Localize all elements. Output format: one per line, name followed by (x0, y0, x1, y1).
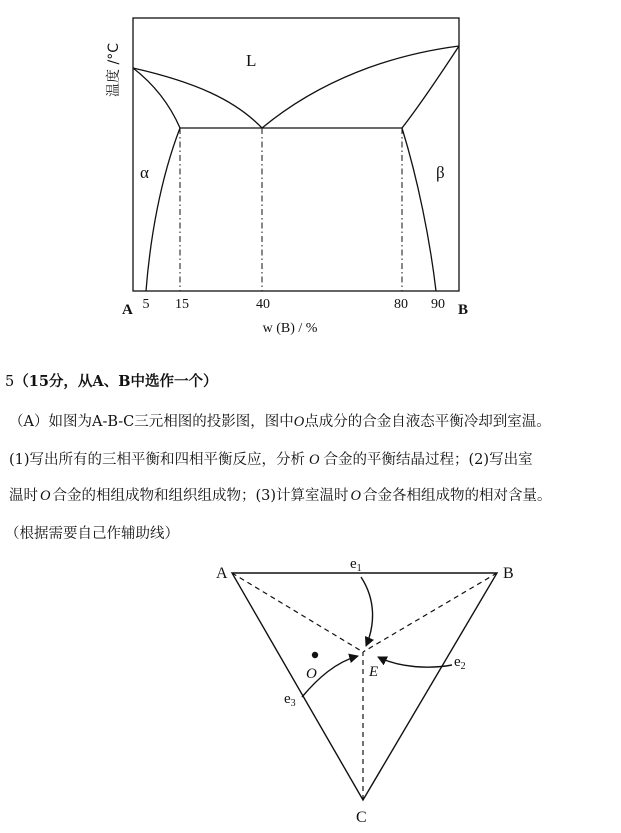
point-o-dot (312, 652, 318, 658)
text-segment: （根据需要自己作辅助线） (5, 526, 179, 542)
part-a-tasks-line1 (9, 450, 533, 470)
triangle-outline (232, 573, 497, 800)
phase-label-liquid: L (246, 51, 257, 70)
question-instruction: 中选作一个） (130, 373, 218, 390)
tick-label: 40 (256, 297, 270, 312)
text-segment: 合金的平衡结晶过程；(2)写出室 (323, 452, 533, 468)
liquidus-left (133, 68, 262, 128)
label-e3: $e_3$ (284, 691, 296, 709)
auxiliary-line-note (5, 524, 179, 544)
ternary-projection-diagram (0, 545, 621, 833)
dashed-line-a-e (232, 573, 363, 652)
text-segment: 温时 (9, 488, 38, 504)
x-axis-label: w (B) / % (262, 321, 318, 336)
part-a-tasks-line2 (9, 486, 552, 506)
phase-label-beta: β (436, 163, 445, 182)
component-label-b: B (458, 302, 469, 318)
vertex-label-b: B (503, 565, 514, 582)
tick-label: 90 (431, 297, 445, 312)
vertex-label-c: C (356, 809, 367, 826)
vertex-label-a: A (216, 565, 228, 582)
label-eutectic-point-e: E (369, 664, 379, 680)
text-segment: 点成分的合金自液态平衡冷却到室温。 (304, 414, 551, 430)
question-points: （15分，从 (14, 373, 93, 390)
text-segment: 合金的相组成物和组织组成物；(3)计算室温时 (52, 488, 349, 504)
phase-label-alpha: α (140, 163, 149, 182)
text-segment: （A）如图为A-B-C三元相图的投影图，图中 (9, 414, 294, 430)
text-segment: 合金各相组成物的相对含量。 (363, 488, 552, 504)
tick-label: 15 (175, 297, 189, 312)
binary-phase-diagram (0, 0, 621, 345)
separator: 、 (103, 373, 119, 390)
point-o-ref: O (293, 414, 305, 430)
option-b-label: B (118, 373, 131, 390)
question-header (5, 372, 217, 392)
label-e2: $e_2$ (454, 654, 466, 672)
question-number: 5 (5, 374, 15, 390)
solidus-right (402, 46, 459, 128)
arrow-e2-to-e (378, 657, 452, 667)
point-o-ref: O (309, 452, 320, 468)
solvus-alpha (146, 128, 180, 291)
point-o-ref: O (40, 488, 51, 504)
tick-label: 80 (394, 297, 408, 312)
tick-label: 5 (142, 297, 150, 312)
liquidus-right (262, 46, 459, 128)
part-a-intro (9, 412, 551, 432)
dashed-line-b-e (363, 573, 497, 652)
label-e1: $e_1$ (350, 556, 362, 574)
text-segment: (1)写出所有的三相平衡和四相平衡反应，分析 (9, 452, 306, 468)
solvus-beta (402, 128, 436, 291)
y-axis-label: 温度 /°C (106, 43, 122, 97)
point-o-ref: O (350, 488, 362, 504)
option-a-label: A (92, 373, 104, 390)
solidus-left (133, 68, 180, 128)
arrow-e1-to-e (361, 577, 373, 646)
component-label-a: A (122, 302, 133, 318)
label-point-o: O (306, 666, 317, 682)
